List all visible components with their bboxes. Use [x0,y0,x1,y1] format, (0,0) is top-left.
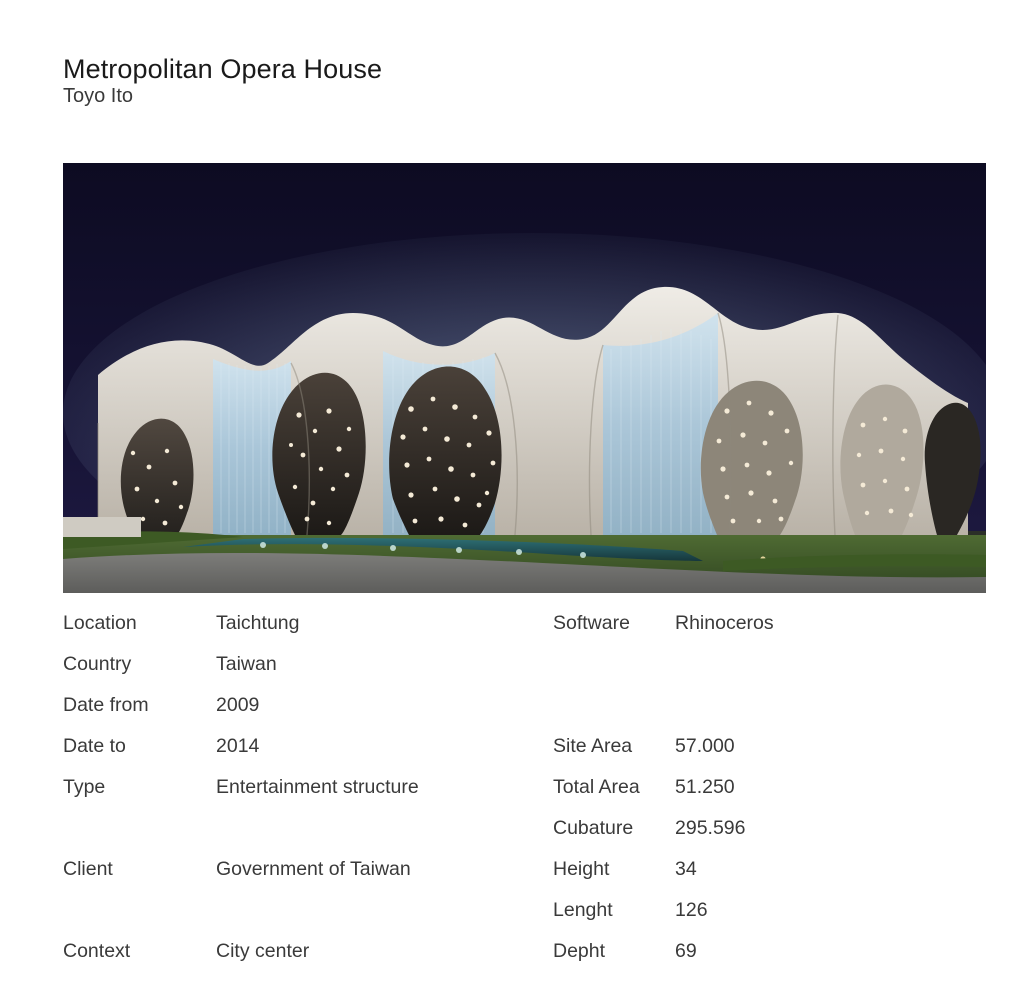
row-label: Total Area [553,776,640,798]
table-row [553,776,993,817]
row-value: 51.250 [675,776,735,798]
table-row [553,612,993,653]
table-row [553,899,993,940]
row-value: Rhinoceros [675,612,774,634]
row-label: Depht [553,940,606,962]
row-label: Context [63,940,131,962]
row-label: Site Area [553,735,633,757]
page-title: Metropolitan Opera House [63,54,383,85]
row-value: 295.596 [675,817,746,839]
row-value: 57.000 [675,735,735,757]
project-data-column-right [553,612,993,981]
row-value: Taichtung [216,612,300,634]
table-row-spacer [553,694,993,735]
row-label: Lenght [553,899,613,921]
table-row [553,940,993,981]
project-data-column-left [63,612,553,981]
architect-name: Toyo Ito [63,85,134,107]
table-row [63,735,553,776]
row-value: 126 [675,899,708,921]
row-label: Software [553,612,630,634]
table-row [553,735,993,776]
table-row [63,940,553,981]
row-value: 34 [675,858,697,880]
table-row [63,858,553,899]
table-row [553,817,993,858]
row-label: Country [63,653,132,675]
project-image-illustration [63,163,986,593]
row-value: 69 [675,940,697,962]
row-label: Type [63,776,106,798]
table-row [63,653,553,694]
project-data-table [63,612,993,981]
row-value: Taiwan [216,653,277,675]
table-row-spacer [63,899,553,940]
table-row-spacer [63,817,553,858]
row-value: City center [216,940,310,962]
table-row [63,776,553,817]
row-label: Date from [63,694,149,716]
row-label: Height [553,858,610,880]
table-row [63,694,553,735]
row-value: 2009 [216,694,260,716]
row-value: Entertainment structure [216,776,419,798]
row-value: 2014 [216,735,260,757]
row-label: Location [63,612,137,634]
row-value: Government of Taiwan [216,858,411,880]
project-image [63,163,986,593]
table-row [553,858,993,899]
table-row [63,612,553,653]
row-label: Date to [63,735,126,757]
row-label: Cubature [553,817,634,839]
row-label: Client [63,858,113,880]
table-row-spacer [553,653,993,694]
